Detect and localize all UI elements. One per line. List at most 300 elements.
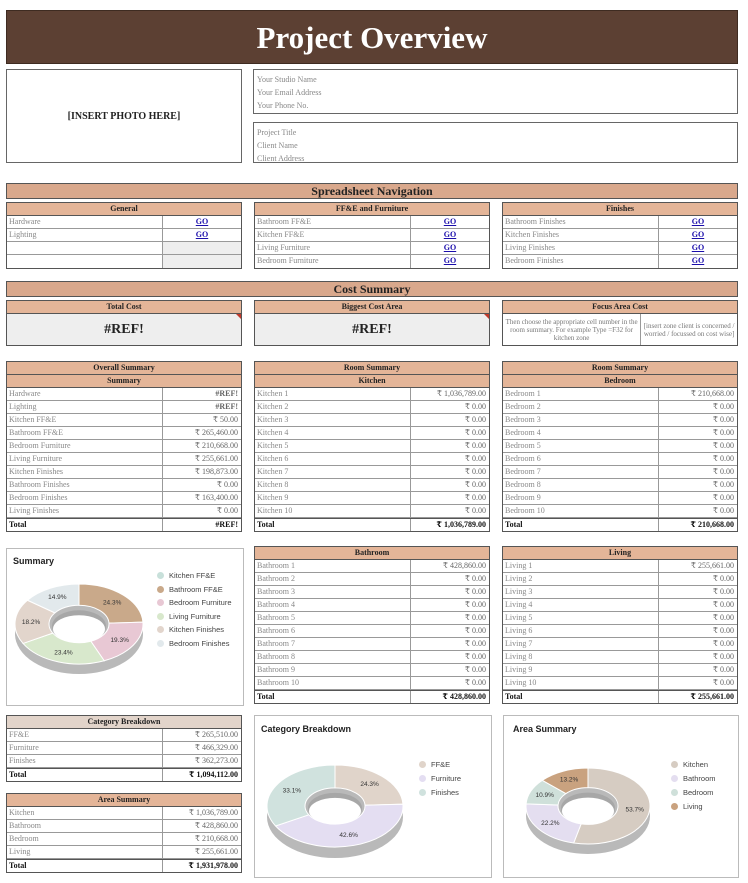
go-link-living-furniture[interactable]: GO <box>443 243 457 252</box>
row-value[interactable]: ₹ 0.00 <box>712 678 734 687</box>
row-value[interactable]: ₹ 0.00 <box>464 678 486 687</box>
table-row <box>255 586 489 599</box>
row-label[interactable]: Living 9 <box>503 664 659 676</box>
studio-phone[interactable]: Your Phone No. <box>257 101 309 110</box>
slice-label: 53.7% <box>625 806 644 814</box>
row-label[interactable]: Bathroom 3 <box>255 586 411 598</box>
row-label[interactable]: Living 8 <box>503 651 659 663</box>
row-label[interactable]: Bathroom FF&E <box>7 427 163 439</box>
slice-label: 23.4% <box>54 649 73 657</box>
row-label[interactable]: Kitchen <box>7 807 163 819</box>
row-value[interactable]: ₹ 0.00 <box>464 493 486 502</box>
row-label[interactable]: Bedroom <box>7 833 163 845</box>
slice-label: 24.3% <box>102 599 122 607</box>
row-label[interactable]: Bathroom 9 <box>255 664 411 676</box>
legend-swatch <box>157 599 164 606</box>
table-row <box>255 479 489 492</box>
legend-item[interactable] <box>671 802 703 811</box>
row-value[interactable]: ₹ 0.00 <box>712 574 734 583</box>
biggest-cost-label: Biggest Cost Area <box>255 301 489 314</box>
nav-ffe-title: FF&E and Furniture <box>255 203 489 216</box>
nav-row <box>255 255 489 268</box>
row-label[interactable]: Bedroom 7 <box>503 466 659 478</box>
row-value[interactable]: ₹ 362,273.00 <box>194 756 238 765</box>
legend-label: Bedroom <box>683 788 714 797</box>
row-value[interactable]: ₹ 210,668.00 <box>194 441 238 450</box>
legend-item[interactable] <box>419 760 450 769</box>
total-cost-value[interactable]: #REF! <box>7 314 241 345</box>
legend-swatch <box>419 761 426 768</box>
legend-item[interactable] <box>419 788 459 797</box>
row-label[interactable]: Bathroom 1 <box>255 560 411 572</box>
row-value[interactable]: ₹ 0.00 <box>464 587 486 596</box>
table-row <box>503 664 737 677</box>
nav-label: Living Finishes <box>503 242 659 254</box>
row-value[interactable]: ₹ 0.00 <box>464 574 486 583</box>
row-label[interactable]: Bathroom 8 <box>255 651 411 663</box>
row-label[interactable]: Bedroom 5 <box>503 440 659 452</box>
table-row <box>7 453 241 466</box>
legend-label: Kitchen Finishes <box>169 625 225 634</box>
total-cost-label: Total Cost <box>7 301 241 314</box>
row-label[interactable]: Bathroom Finishes <box>7 479 163 491</box>
client-address[interactable]: Client Address <box>257 154 305 163</box>
legend-swatch <box>157 586 164 593</box>
row-label[interactable]: FF&E <box>7 729 163 741</box>
table-row <box>7 807 241 820</box>
room-summary-title: Room Summary <box>503 362 737 375</box>
summary-chart-title: Summary <box>13 556 55 566</box>
legend-label: Living <box>683 802 703 811</box>
row-label[interactable]: Living 3 <box>503 586 659 598</box>
row-label[interactable]: Bathroom 2 <box>255 573 411 585</box>
row-value[interactable]: ₹ 466,329.00 <box>194 743 238 752</box>
go-link-bedroom-finishes[interactable]: GO <box>691 256 705 265</box>
row-label[interactable]: Bathroom 4 <box>255 599 411 611</box>
bedroom-summary-table <box>502 361 738 532</box>
legend-label: Furniture <box>431 774 462 783</box>
row-value[interactable]: ₹ 0.00 <box>712 480 734 489</box>
row-value[interactable]: ₹ 210,668.00 <box>194 834 238 843</box>
total-value[interactable]: ₹ 1,036,789.00 <box>436 520 486 529</box>
nav-row <box>255 216 489 229</box>
nav-row <box>503 242 737 255</box>
row-value[interactable]: ₹ 0.00 <box>712 665 734 674</box>
legend-item[interactable] <box>157 612 221 621</box>
nav-row <box>503 216 737 229</box>
table-row <box>255 492 489 505</box>
total-row <box>7 518 241 531</box>
row-value[interactable]: ₹ 1,036,789.00 <box>188 808 238 817</box>
row-value[interactable]: ₹ 0.00 <box>712 428 734 437</box>
nav-row <box>503 229 737 242</box>
nav-label <box>7 255 163 268</box>
legend-label: Bathroom FF&E <box>169 584 223 594</box>
nav-general-title: General <box>7 203 241 216</box>
row-label[interactable]: Kitchen 2 <box>255 401 411 413</box>
bedroom-subheader: Bedroom <box>503 375 737 388</box>
legend-item[interactable] <box>157 639 229 648</box>
slice-label: 24.3% <box>360 781 379 789</box>
row-value[interactable]: ₹ 0.00 <box>464 613 486 622</box>
row-value[interactable]: ₹ 0.00 <box>464 402 486 411</box>
table-row <box>7 440 241 453</box>
table-row <box>7 729 241 742</box>
row-value[interactable]: ₹ 0.00 <box>464 506 486 515</box>
legend-label: FF&E <box>431 760 451 769</box>
total-label: Total <box>7 860 163 872</box>
table-row <box>503 427 737 440</box>
table-row <box>255 388 489 401</box>
legend-swatch <box>157 640 164 647</box>
studio-info[interactable] <box>253 69 738 114</box>
row-value[interactable]: ₹ 0.00 <box>464 626 486 635</box>
row-label[interactable]: Living Finishes <box>7 505 163 517</box>
row-label[interactable]: Living 5 <box>503 612 659 624</box>
go-link-kitchen-finishes[interactable]: GO <box>691 230 705 239</box>
table-row <box>503 638 737 651</box>
nav-row <box>7 242 241 255</box>
row-value[interactable]: ₹ 0.00 <box>216 506 238 515</box>
biggest-cost-value[interactable]: #REF! <box>255 314 489 345</box>
row-label[interactable]: Bedroom 3 <box>503 414 659 426</box>
error-flag-icon <box>484 314 489 319</box>
legend-item[interactable] <box>157 571 215 580</box>
legend-item[interactable] <box>671 774 716 783</box>
table-row <box>503 612 737 625</box>
slice-label: 14.9% <box>48 594 67 602</box>
row-value[interactable]: ₹ 0.00 <box>216 480 238 489</box>
project-title[interactable]: Project Title <box>257 128 297 137</box>
row-label[interactable]: Bathroom 10 <box>255 677 411 689</box>
table-row <box>503 453 737 466</box>
focus-area-label: Focus Area Cost <box>503 301 737 314</box>
row-label[interactable]: Kitchen 7 <box>255 466 411 478</box>
row-value[interactable]: ₹ 0.00 <box>712 639 734 648</box>
page-title: Project Overview <box>6 10 738 64</box>
legend-swatch <box>671 789 678 796</box>
row-label[interactable]: Bedroom 9 <box>503 492 659 504</box>
row-value[interactable]: ₹ 0.00 <box>712 506 734 515</box>
row-label[interactable]: Kitchen 6 <box>255 453 411 465</box>
table-row <box>7 846 241 859</box>
row-label[interactable]: Kitchen 4 <box>255 427 411 439</box>
row-label[interactable]: Bedroom Furniture <box>7 440 163 452</box>
row-label[interactable]: Kitchen FF&E <box>7 414 163 426</box>
nav-label <box>7 242 163 254</box>
row-value[interactable]: ₹ 0.00 <box>712 600 734 609</box>
table-row <box>7 833 241 846</box>
table-row <box>255 466 489 479</box>
total-row <box>7 768 241 781</box>
nav-label: Bathroom Finishes <box>503 216 659 228</box>
donut-hole-inner <box>53 615 105 643</box>
area-summary-title: Area Summary <box>7 794 241 807</box>
table-row <box>7 401 241 414</box>
row-value[interactable]: ₹ 255,661.00 <box>194 847 238 856</box>
table-row <box>7 505 241 518</box>
cost-section-header: Cost Summary <box>6 281 738 297</box>
table-row <box>7 427 241 440</box>
table-row <box>255 401 489 414</box>
row-label[interactable]: Living 4 <box>503 599 659 611</box>
nav-label: Bedroom Furniture <box>255 255 411 268</box>
legend-label: Kitchen <box>683 760 709 769</box>
legend-item[interactable] <box>157 625 224 634</box>
total-row <box>7 859 241 872</box>
category-breakdown-table <box>6 715 242 782</box>
row-value[interactable]: ₹ 428,860.00 <box>194 821 238 830</box>
go-link-bathroom-finishes[interactable]: GO <box>691 217 705 226</box>
living-summary-table <box>502 546 738 704</box>
row-label[interactable]: Kitchen 1 <box>255 388 411 400</box>
area-summary-table <box>6 793 242 873</box>
table-row <box>255 677 489 690</box>
table-row <box>503 573 737 586</box>
legend-item[interactable] <box>671 788 713 797</box>
nav-label: Bathroom FF&E <box>255 216 411 228</box>
row-label[interactable]: Bedroom 10 <box>503 505 659 517</box>
table-row <box>7 479 241 492</box>
total-label: Total <box>7 519 163 531</box>
row-label[interactable]: Living <box>7 846 163 858</box>
legend-item[interactable] <box>671 760 708 769</box>
legend-label: Bedroom Finishes <box>169 638 230 648</box>
go-link-living-finishes[interactable]: GO <box>691 243 705 252</box>
row-label[interactable]: Kitchen 10 <box>255 505 411 517</box>
nav-label: Kitchen Finishes <box>503 229 659 241</box>
legend-item[interactable] <box>419 774 461 783</box>
row-value[interactable]: ₹ 0.00 <box>712 441 734 450</box>
total-label: Total <box>255 519 411 531</box>
row-value[interactable]: ₹ 163,400.00 <box>194 493 238 502</box>
area-summary-chart[interactable] <box>503 715 739 878</box>
row-value[interactable]: ₹ 210,668.00 <box>690 389 734 398</box>
slice-label: 19.3% <box>110 636 129 644</box>
go-link-kitchen-ffe[interactable]: GO <box>443 230 457 239</box>
project-info[interactable] <box>253 122 738 163</box>
row-label[interactable]: Kitchen 3 <box>255 414 411 426</box>
kitchen-subheader: Kitchen <box>255 375 489 388</box>
table-row <box>255 664 489 677</box>
row-value[interactable]: ₹ 0.00 <box>712 415 734 424</box>
summary-chart[interactable] <box>6 548 244 706</box>
bathroom-summary-table <box>254 546 490 704</box>
row-value[interactable]: ₹ 0.00 <box>712 613 734 622</box>
go-link-lighting[interactable]: GO <box>195 230 209 239</box>
row-label[interactable]: Hardware <box>7 388 163 400</box>
row-value[interactable]: ₹ 0.00 <box>464 652 486 661</box>
row-value[interactable]: ₹ 0.00 <box>464 415 486 424</box>
row-label[interactable]: Kitchen Finishes <box>7 466 163 478</box>
slice-label: 13.2% <box>559 776 579 784</box>
area-chart-title: Area Summary <box>513 724 577 734</box>
room-summary-title: Room Summary <box>255 362 489 375</box>
total-value[interactable]: #REF! <box>215 520 238 529</box>
total-value[interactable]: ₹ 428,860.00 <box>442 692 486 701</box>
studio-email[interactable]: Your Email Address <box>257 88 322 97</box>
total-row <box>255 690 489 703</box>
row-value[interactable]: ₹ 0.00 <box>464 441 486 450</box>
table-row <box>255 638 489 651</box>
biggest-cost-card <box>254 300 490 346</box>
total-row <box>255 518 489 531</box>
focus-area-card <box>502 300 738 346</box>
table-row <box>503 492 737 505</box>
table-row <box>7 742 241 755</box>
table-row <box>255 612 489 625</box>
total-cost-card <box>6 300 242 346</box>
table-row <box>7 492 241 505</box>
row-value[interactable]: #REF! <box>215 389 238 398</box>
row-label[interactable]: Bathroom 6 <box>255 625 411 637</box>
row-value[interactable]: ₹ 0.00 <box>712 587 734 596</box>
legend-label: Kitchen FF&E <box>169 571 216 580</box>
row-label[interactable]: Living 1 <box>503 560 659 572</box>
row-value[interactable]: ₹ 50.00 <box>212 415 238 424</box>
row-value[interactable]: #REF! <box>215 402 238 411</box>
row-label[interactable]: Bedroom 6 <box>503 453 659 465</box>
total-label: Total <box>7 769 163 781</box>
category-breakdown-chart[interactable] <box>254 715 492 878</box>
row-label[interactable]: Kitchen 9 <box>255 492 411 504</box>
row-value[interactable]: ₹ 0.00 <box>464 467 486 476</box>
category-breakdown-title: Category Breakdown <box>7 716 241 729</box>
legend-swatch <box>419 789 426 796</box>
slice-label: 22.2% <box>541 820 560 828</box>
nav-label: Lighting <box>7 229 163 241</box>
row-value[interactable]: ₹ 198,873.00 <box>194 467 238 476</box>
row-value[interactable]: ₹ 0.00 <box>712 454 734 463</box>
total-value[interactable]: ₹ 1,094,112.00 <box>188 770 238 779</box>
total-value[interactable]: ₹ 210,668.00 <box>690 520 734 529</box>
row-value[interactable]: ₹ 0.00 <box>712 652 734 661</box>
row-value[interactable]: ₹ 255,661.00 <box>690 561 734 570</box>
row-label[interactable]: Bedroom 4 <box>503 427 659 439</box>
row-value[interactable]: ₹ 0.00 <box>712 493 734 502</box>
table-row <box>7 820 241 833</box>
table-row <box>503 414 737 427</box>
legend-item[interactable] <box>157 585 223 594</box>
table-row <box>503 586 737 599</box>
row-label[interactable]: Kitchen 8 <box>255 479 411 491</box>
row-label[interactable]: Bedroom 2 <box>503 401 659 413</box>
bathroom-subheader: Bathroom <box>255 547 489 560</box>
row-label[interactable]: Bedroom 8 <box>503 479 659 491</box>
row-label[interactable]: Bathroom 7 <box>255 638 411 650</box>
nav-row <box>255 229 489 242</box>
go-link-hardware[interactable]: GO <box>195 217 209 226</box>
nav-label: Bedroom Finishes <box>503 255 659 268</box>
total-value[interactable]: ₹ 255,661.00 <box>690 692 734 701</box>
table-row <box>503 479 737 492</box>
row-label[interactable]: Living Furniture <box>7 453 163 465</box>
row-value[interactable]: ₹ 0.00 <box>464 454 486 463</box>
total-value[interactable]: ₹ 1,931,978.00 <box>188 861 238 870</box>
client-name[interactable]: Client Name <box>257 141 298 150</box>
row-value[interactable]: ₹ 265,460.00 <box>194 428 238 437</box>
table-row <box>255 599 489 612</box>
row-label[interactable]: Bedroom 1 <box>503 388 659 400</box>
table-row <box>255 427 489 440</box>
table-row <box>503 505 737 518</box>
total-row <box>503 690 737 703</box>
table-row <box>503 466 737 479</box>
table-row <box>503 677 737 690</box>
row-value[interactable]: ₹ 428,860.00 <box>442 561 486 570</box>
nav-general <box>6 202 242 269</box>
overall-summary-table <box>6 361 242 532</box>
row-value[interactable]: ₹ 0.00 <box>464 480 486 489</box>
row-label[interactable]: Bathroom <box>7 820 163 832</box>
nav-row <box>503 255 737 268</box>
nav-finishes <box>502 202 738 269</box>
row-label[interactable]: Lighting <box>7 401 163 413</box>
total-row <box>503 518 737 531</box>
category-chart-title: Category Breakdown <box>261 724 352 734</box>
table-row <box>255 651 489 664</box>
row-value[interactable]: ₹ 0.00 <box>464 665 486 674</box>
legend-swatch <box>671 803 678 810</box>
nav-row <box>7 255 241 268</box>
table-row <box>7 414 241 427</box>
table-row <box>255 625 489 638</box>
legend-label: Bathroom <box>683 774 716 783</box>
category-donut <box>255 716 493 879</box>
legend-item[interactable] <box>157 598 232 607</box>
table-row <box>7 388 241 401</box>
row-label[interactable]: Living 6 <box>503 625 659 637</box>
row-label[interactable]: Bathroom 5 <box>255 612 411 624</box>
row-label[interactable]: Furniture <box>7 742 163 754</box>
row-label[interactable]: Living 7 <box>503 638 659 650</box>
row-value[interactable]: ₹ 0.00 <box>712 402 734 411</box>
studio-name[interactable]: Your Studio Name <box>257 75 317 84</box>
row-label[interactable]: Bedroom Finishes <box>7 492 163 504</box>
row-value[interactable]: ₹ 0.00 <box>712 626 734 635</box>
focus-area-instructions[interactable]: Then choose the appropriate cell number in the room summary. For example Type =F32 for kitchen zone <box>503 314 641 345</box>
go-link-bathroom-ffe[interactable]: GO <box>443 217 457 226</box>
row-label[interactable]: Finishes <box>7 755 163 767</box>
nav-row <box>7 229 241 242</box>
go-link-bedroom-furniture[interactable]: GO <box>443 256 457 265</box>
photo-placeholder[interactable]: [INSERT PHOTO HERE] <box>6 69 242 163</box>
row-value[interactable]: ₹ 265,510.00 <box>194 730 238 739</box>
nav-row <box>255 242 489 255</box>
table-row <box>255 453 489 466</box>
row-label[interactable]: Living 10 <box>503 677 659 689</box>
legend-label: Bedroom Furniture <box>169 598 232 607</box>
nav-ffe <box>254 202 490 269</box>
focus-area-note[interactable]: [insert zone client is concerned / worried / focussed on cost wise] <box>643 321 735 338</box>
row-value[interactable]: ₹ 0.00 <box>464 639 486 648</box>
nav-finishes-title: Finishes <box>503 203 737 216</box>
legend-swatch <box>671 775 678 782</box>
row-label[interactable]: Kitchen 5 <box>255 440 411 452</box>
table-row <box>255 560 489 573</box>
row-value[interactable]: ₹ 0.00 <box>712 467 734 476</box>
row-label[interactable]: Living 2 <box>503 573 659 585</box>
table-row <box>503 651 737 664</box>
row-value[interactable]: ₹ 255,661.00 <box>194 454 238 463</box>
table-row <box>503 599 737 612</box>
slice-label: 18.2% <box>21 619 41 627</box>
row-value[interactable]: ₹ 0.00 <box>464 600 486 609</box>
row-value[interactable]: ₹ 0.00 <box>464 428 486 437</box>
nav-label: Kitchen FF&E <box>255 229 411 241</box>
nav-label: Living Furniture <box>255 242 411 254</box>
row-value[interactable]: ₹ 1,036,789.00 <box>436 389 486 398</box>
